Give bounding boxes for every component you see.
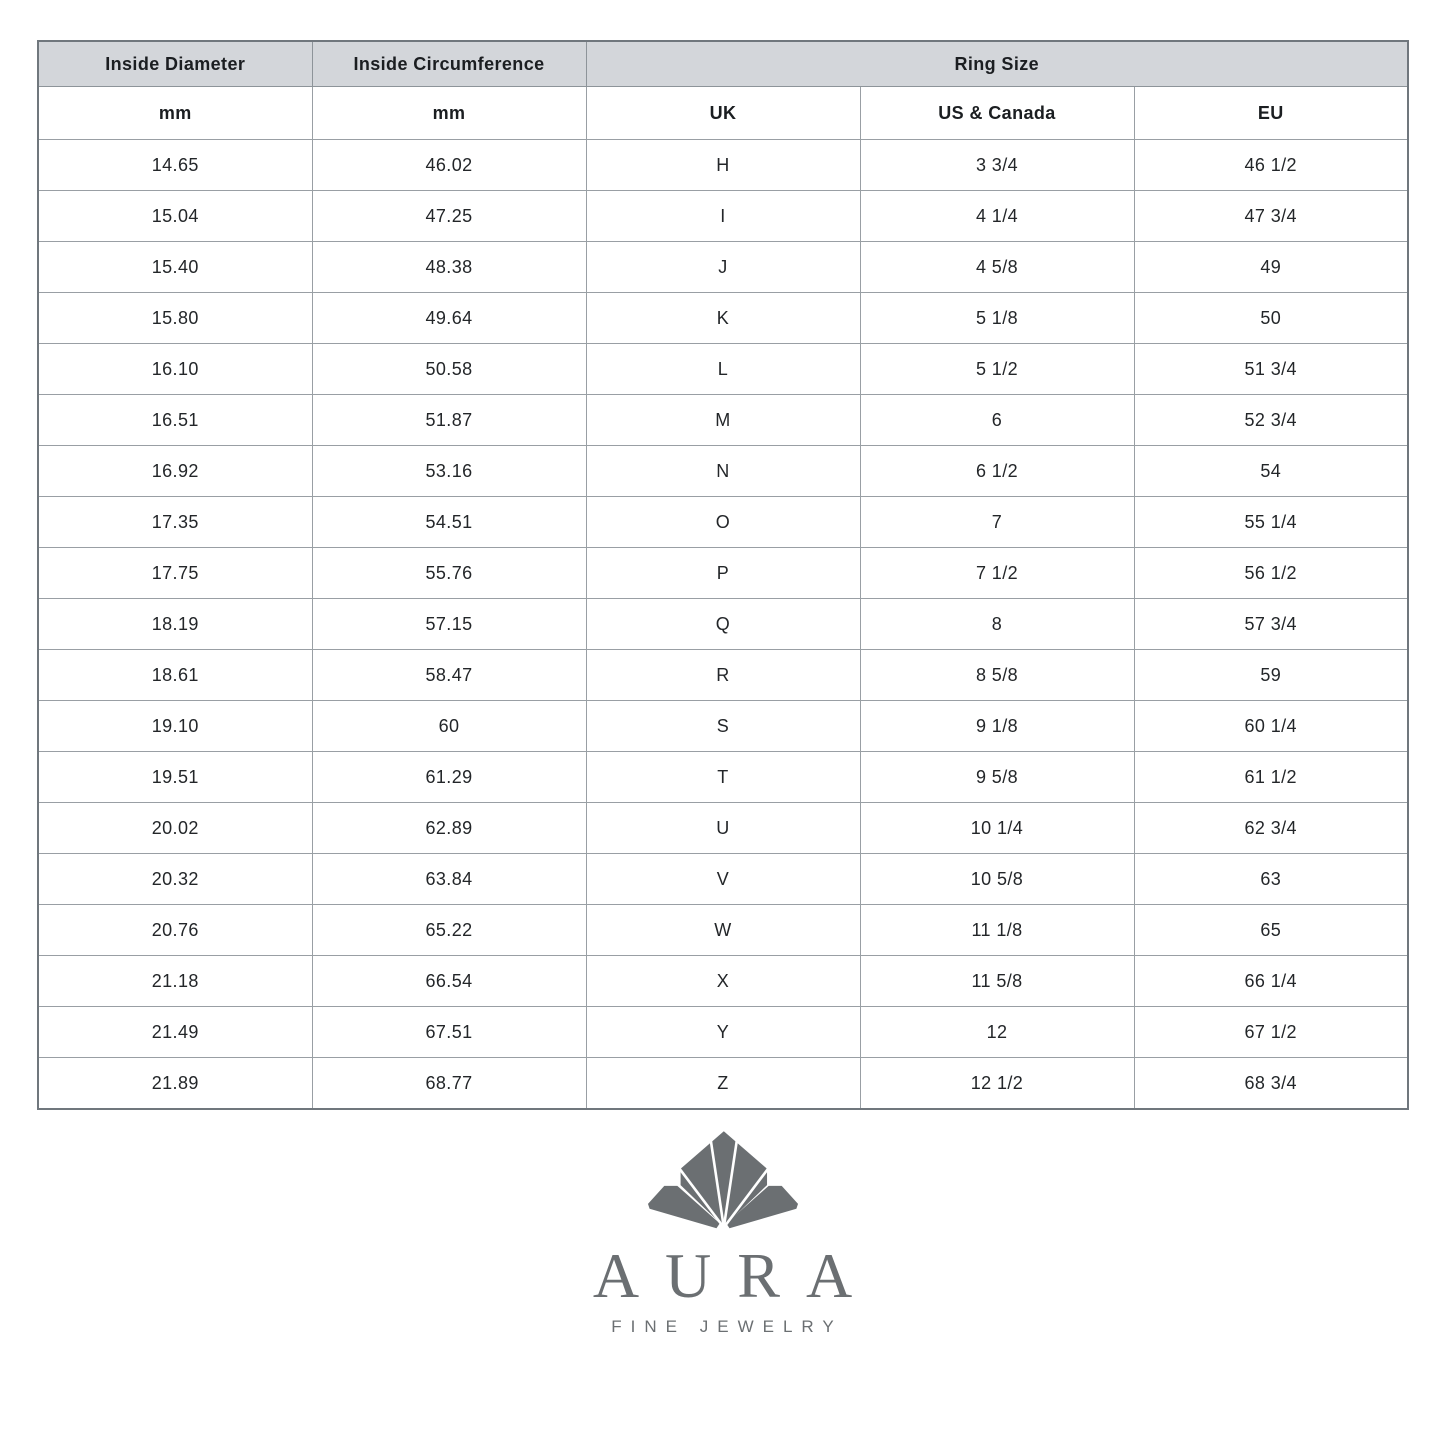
table-cell: 47.25	[312, 191, 586, 242]
header-inside-diameter: Inside Diameter	[38, 41, 312, 87]
table-cell: J	[586, 242, 860, 293]
ring-size-table	[37, 40, 1409, 1110]
table-cell: 63.84	[312, 854, 586, 905]
table-cell: 66 1/4	[1134, 956, 1408, 1007]
table-cell: 54.51	[312, 497, 586, 548]
table-cell: K	[586, 293, 860, 344]
table-cell: 15.04	[38, 191, 312, 242]
header-inside-circumference: Inside Circumference	[312, 41, 586, 87]
table-row	[38, 1007, 1408, 1058]
table-cell: Z	[586, 1058, 860, 1110]
table-cell: T	[586, 752, 860, 803]
table-cell: 59	[1134, 650, 1408, 701]
table-cell: 57 3/4	[1134, 599, 1408, 650]
table-row	[38, 140, 1408, 191]
table-row	[38, 446, 1408, 497]
table-row	[38, 191, 1408, 242]
table-cell: 20.32	[38, 854, 312, 905]
table-cell: 67.51	[312, 1007, 586, 1058]
brand-name: AURA	[592, 1240, 879, 1311]
table-cell: 10 1/4	[860, 803, 1134, 854]
table-cell: 54	[1134, 446, 1408, 497]
table-cell: I	[586, 191, 860, 242]
table-cell: R	[586, 650, 860, 701]
table-body	[38, 140, 1408, 1110]
table-cell: 18.19	[38, 599, 312, 650]
table-cell: 50.58	[312, 344, 586, 395]
table-cell: 61.29	[312, 752, 586, 803]
table-cell: 65	[1134, 905, 1408, 956]
table-cell: 8	[860, 599, 1134, 650]
table-cell: 15.40	[38, 242, 312, 293]
table-cell: O	[586, 497, 860, 548]
table-cell: 11 5/8	[860, 956, 1134, 1007]
table-cell: 55.76	[312, 548, 586, 599]
table-cell: U	[586, 803, 860, 854]
table-cell: 5 1/2	[860, 344, 1134, 395]
table-cell: 66.54	[312, 956, 586, 1007]
table-cell: 47 3/4	[1134, 191, 1408, 242]
table-group-header-row	[38, 41, 1408, 87]
table-cell: 21.49	[38, 1007, 312, 1058]
table-cell: 19.51	[38, 752, 312, 803]
table-cell: 21.89	[38, 1058, 312, 1110]
table-row	[38, 293, 1408, 344]
table-cell: 12 1/2	[860, 1058, 1134, 1110]
table-cell: 12	[860, 1007, 1134, 1058]
table-cell: 11 1/8	[860, 905, 1134, 956]
table-cell: 7	[860, 497, 1134, 548]
table-cell: 46 1/2	[1134, 140, 1408, 191]
table-cell: 51.87	[312, 395, 586, 446]
table-cell: 62.89	[312, 803, 586, 854]
table-cell: X	[586, 956, 860, 1007]
table-cell: S	[586, 701, 860, 752]
table-cell: 60 1/4	[1134, 701, 1408, 752]
table-unit-header-row	[38, 87, 1408, 140]
table-cell: 16.92	[38, 446, 312, 497]
header-circumference-unit: mm	[312, 87, 586, 140]
table-cell: 15.80	[38, 293, 312, 344]
table-cell: 67 1/2	[1134, 1007, 1408, 1058]
brand-logo	[0, 1128, 1445, 1337]
table-cell: 52 3/4	[1134, 395, 1408, 446]
table-row	[38, 599, 1408, 650]
table-cell: 68.77	[312, 1058, 586, 1110]
table-cell: 3 3/4	[860, 140, 1134, 191]
table-cell: M	[586, 395, 860, 446]
table-row	[38, 650, 1408, 701]
table-cell: 51 3/4	[1134, 344, 1408, 395]
table-cell: 61 1/2	[1134, 752, 1408, 803]
table-cell: 9 1/8	[860, 701, 1134, 752]
table-cell: 4 1/4	[860, 191, 1134, 242]
table-row	[38, 803, 1408, 854]
table-cell: 6	[860, 395, 1134, 446]
table-row	[38, 242, 1408, 293]
table-cell: 6 1/2	[860, 446, 1134, 497]
table-row	[38, 752, 1408, 803]
table-cell: 10 5/8	[860, 854, 1134, 905]
table-cell: 20.76	[38, 905, 312, 956]
table-cell: 18.61	[38, 650, 312, 701]
table-cell: 7 1/2	[860, 548, 1134, 599]
table-cell: N	[586, 446, 860, 497]
table-cell: 57.15	[312, 599, 586, 650]
table-cell: 46.02	[312, 140, 586, 191]
table-row	[38, 701, 1408, 752]
table-cell: Y	[586, 1007, 860, 1058]
table-cell: 8 5/8	[860, 650, 1134, 701]
header-eu: EU	[1134, 87, 1408, 140]
table-cell: 9 5/8	[860, 752, 1134, 803]
table-cell: W	[586, 905, 860, 956]
table-cell: 5 1/8	[860, 293, 1134, 344]
table-cell: 16.51	[38, 395, 312, 446]
table-row	[38, 548, 1408, 599]
table-row	[38, 905, 1408, 956]
table-cell: P	[586, 548, 860, 599]
table-cell: 55 1/4	[1134, 497, 1408, 548]
table-cell: 20.02	[38, 803, 312, 854]
table-cell: 53.16	[312, 446, 586, 497]
header-diameter-unit: mm	[38, 87, 312, 140]
table-header	[38, 41, 1408, 140]
table-row	[38, 854, 1408, 905]
header-ring-size: Ring Size	[586, 41, 1408, 87]
table-cell: 48.38	[312, 242, 586, 293]
table-row	[38, 956, 1408, 1007]
table-cell: 68 3/4	[1134, 1058, 1408, 1110]
table-row	[38, 1058, 1408, 1110]
table-cell: Q	[586, 599, 860, 650]
table-row	[38, 497, 1408, 548]
table-cell: 19.10	[38, 701, 312, 752]
table-cell: 63	[1134, 854, 1408, 905]
table-cell: 58.47	[312, 650, 586, 701]
table-cell: 21.18	[38, 956, 312, 1007]
table-cell: 60	[312, 701, 586, 752]
fan-lotus-icon	[625, 1128, 821, 1234]
header-uk: UK	[586, 87, 860, 140]
table-cell: 16.10	[38, 344, 312, 395]
table-cell: L	[586, 344, 860, 395]
ring-size-chart	[37, 40, 1409, 1110]
table-cell: 14.65	[38, 140, 312, 191]
table-cell: H	[586, 140, 860, 191]
table-cell: 49	[1134, 242, 1408, 293]
table-cell: 50	[1134, 293, 1408, 344]
table-cell: 17.35	[38, 497, 312, 548]
table-cell: 17.75	[38, 548, 312, 599]
table-cell: 65.22	[312, 905, 586, 956]
brand-tagline: FINE JEWELRY	[611, 1317, 843, 1337]
header-us-canada: US & Canada	[860, 87, 1134, 140]
table-row	[38, 344, 1408, 395]
table-cell: 62 3/4	[1134, 803, 1408, 854]
table-cell: 4 5/8	[860, 242, 1134, 293]
table-cell: 49.64	[312, 293, 586, 344]
table-cell: 56 1/2	[1134, 548, 1408, 599]
table-cell: V	[586, 854, 860, 905]
table-row	[38, 395, 1408, 446]
